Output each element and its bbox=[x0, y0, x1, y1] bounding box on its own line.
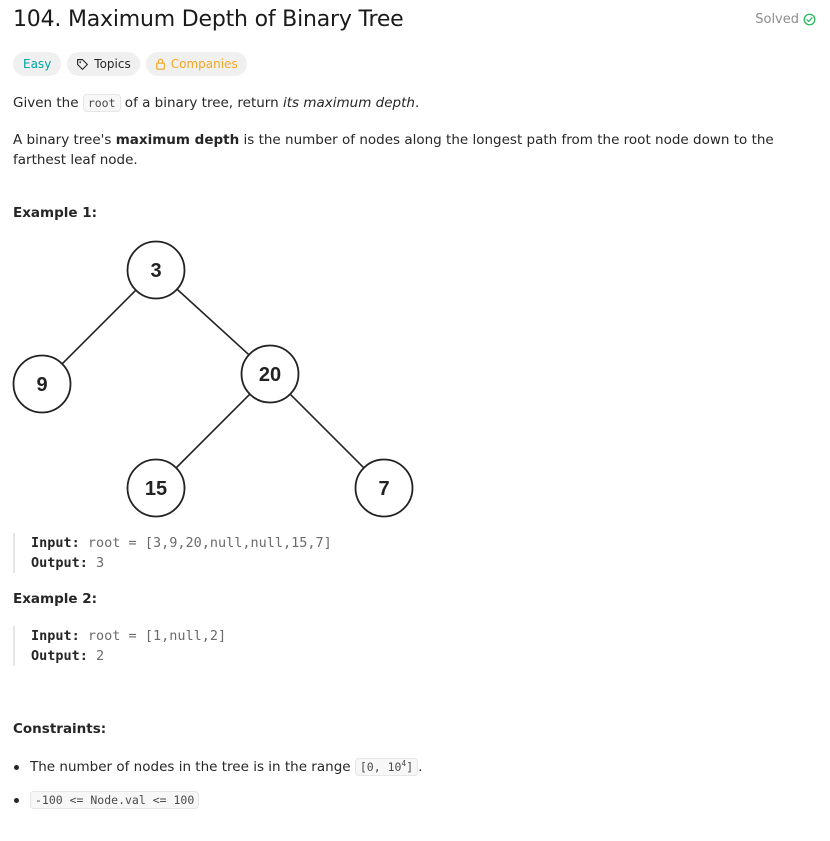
svg-text:15: 15 bbox=[144, 478, 168, 500]
tag-icon bbox=[76, 58, 89, 71]
svg-text:20: 20 bbox=[258, 364, 282, 386]
emphasis-text: its maximum depth bbox=[282, 95, 415, 111]
constraint-item: The number of nodes in the tree is in the range [0, $10^4$] . bbox=[13, 756, 422, 778]
topics-label: Topics bbox=[94, 57, 131, 71]
range-code: [0, $10^4$] bbox=[355, 758, 418, 776]
bullet-icon bbox=[14, 798, 19, 803]
bold-term: maximum depth bbox=[115, 132, 240, 148]
difficulty-badge[interactable]: Easy bbox=[13, 52, 61, 76]
example-2-block bbox=[13, 626, 226, 666]
constraints-list bbox=[13, 756, 422, 811]
example-2-input: Input: root = [1,null,2] bbox=[31, 628, 227, 644]
bullet-icon bbox=[14, 765, 19, 770]
example-1-output: Output: 3 bbox=[31, 555, 105, 571]
solved-status bbox=[755, 12, 816, 27]
example-1-input: Input: root = [3,9,20,null,null,15,7] bbox=[31, 535, 332, 551]
companies-button[interactable] bbox=[146, 52, 247, 76]
tree-node-20 bbox=[242, 346, 299, 403]
tag-bar bbox=[13, 52, 247, 76]
companies-label: Companies bbox=[170, 57, 238, 71]
svg-text:3: 3 bbox=[150, 260, 162, 282]
example-2-output: Output: 2 bbox=[31, 648, 105, 664]
example-2-heading: Example 2: bbox=[13, 591, 98, 607]
example-1-heading: Example 1: bbox=[13, 205, 98, 221]
check-circle-icon bbox=[803, 13, 816, 26]
tree-node-15 bbox=[128, 460, 185, 517]
problem-title: 104. Maximum Depth of Binary Tree bbox=[13, 7, 404, 32]
tree-node-7 bbox=[356, 460, 413, 517]
root-code: root bbox=[83, 94, 121, 112]
tree-node-9 bbox=[14, 356, 71, 413]
topics-button[interactable] bbox=[67, 52, 139, 76]
tree-node-3 bbox=[128, 242, 185, 299]
description-paragraph-2: A binary tree's maximum depth is the number of nodes along the longest path from the root node down to the farthest leaf node. bbox=[13, 132, 774, 168]
constraint-item bbox=[13, 789, 422, 811]
binary-tree-diagram bbox=[0, 230, 430, 525]
value-range-code: -100 <= Node.val <= 100 bbox=[30, 791, 199, 809]
svg-text:9: 9 bbox=[36, 374, 48, 396]
constraints-heading: Constraints: bbox=[13, 721, 107, 737]
svg-text:7: 7 bbox=[378, 478, 390, 500]
lock-icon bbox=[155, 58, 166, 70]
description-paragraph-1: Given the root of a binary tree, return its maximum depth. bbox=[13, 95, 420, 111]
solved-label: Solved bbox=[755, 12, 799, 27]
example-1-block bbox=[13, 533, 332, 573]
